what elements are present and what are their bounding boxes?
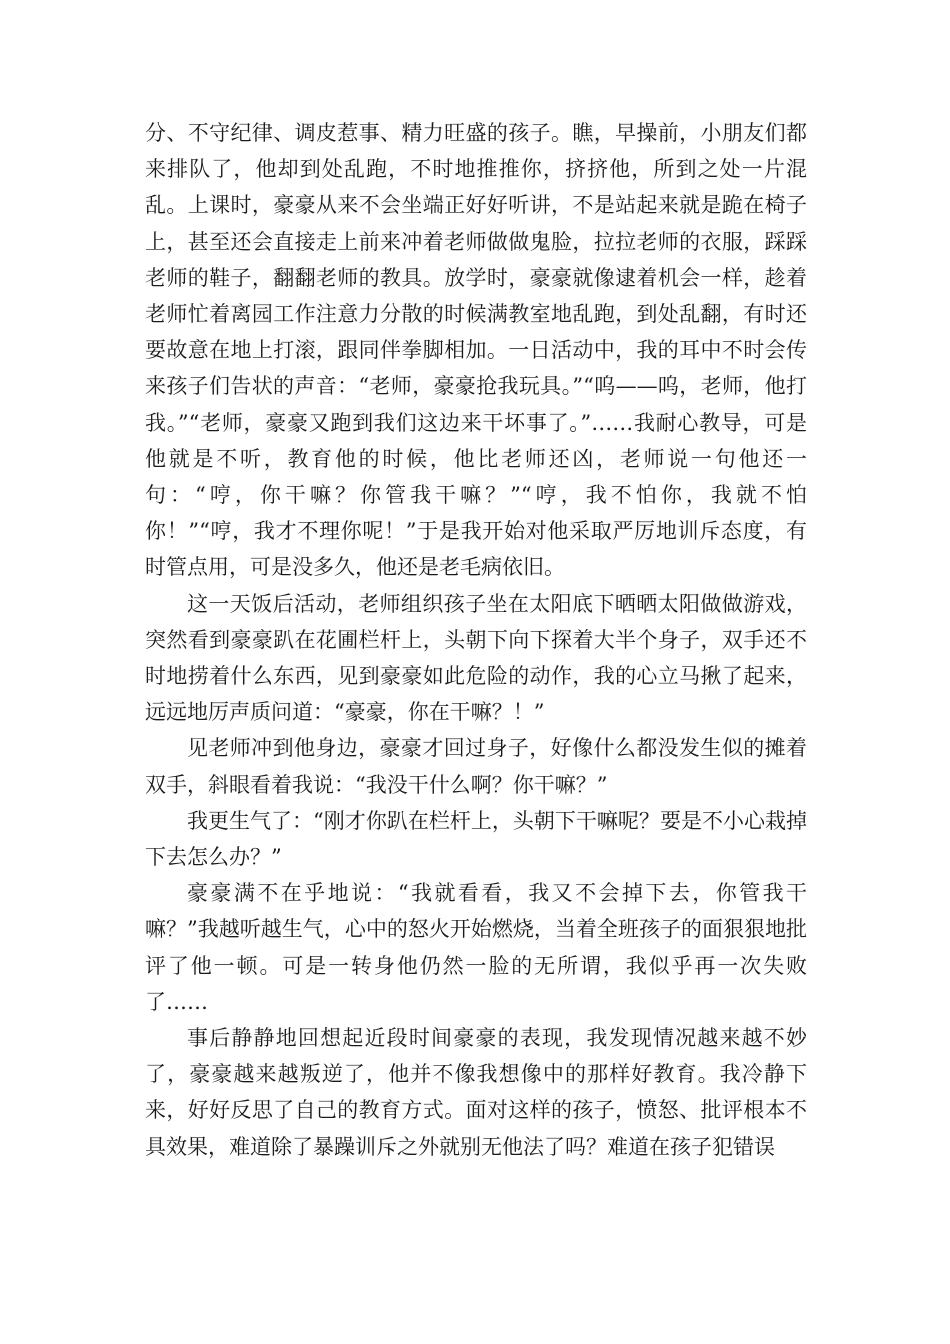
paragraph-2: 这一天饭后活动，老师组织孩子坐在太阳底下晒晒太阳做做游戏，突然看到豪豪趴在花圃栏杆上，头朝下向下探着大半个身子，双手还不时地捞着什么东西，见到豪豪如此危险的动作，我的心立马揪了起来，远远地厉声质问道：“豪豪，你在干嘛？！” xyxy=(145,591,807,725)
paragraph-5: 豪豪满不在乎地说：“我就看看，我又不会掉下去，你管我干嘛？”我越听越生气，心中的怒火开始燃烧，当着全班孩子的面狠狠地批评了他一顿。可是一转身他仍然一脸的无所谓，我似乎再一次失败了…… xyxy=(145,881,807,1014)
paragraph-6: 事后静静地回想起近段时间豪豪的表现，我发现情况越来越不妙了，豪豪越来越叛逆了，他并不像我想像中的那样好教育。我冷静下来，好好反思了自己的教育方式。面对这样的孩子，愤怒、批评根本不具效果，难道除了暴躁训斥之外就别无他法了吗？难道在孩子犯错误 xyxy=(145,1026,807,1159)
paragraph-4: 我更生气了：“刚才你趴在栏杆上，头朝下干嘛呢？要是不小心栽掉下去怎么办？” xyxy=(145,808,807,870)
paragraph-1: 分、不守纪律、调皮惹事、精力旺盛的孩子。瞧，早操前，小朋友们都来排队了，他却到处乱跑，不时地推推你，挤挤他，所到之处一片混乱。上课时，豪豪从来不会坐端正好好听讲，不是站起来就是跪在椅子上，甚至还会直接走上前来冲着老师做做鬼脸，拉拉老师的衣服，踩踩老师的鞋子，翻翻老师的教具。放学时，豪豪就像逮着机会一样，趁着老师忙着离园工作注意力分散的时候满教室地乱跑，到处乱翻，有时还要故意在地上打滚，跟同伴拳脚相加。一日活动中，我的耳中不时会传来孩子们告状的声音：“老师，豪豪抢我玩具。”“呜——呜，老师，他打我。”“老师，豪豪又跑到我们这边来干坏事了。”……我耐心教导，可是他就是不听，教育他的时候，他比老师还凶，老师说一句他还一句：“哼，你干嘛？你管我干嘛？”“哼，我不怕你，我就不怕你！”“哼，我才不理你呢！”于是我开始对他采取严厉地训斥态度，有时管点用，可是没多久，他还是老毛病依旧。 xyxy=(145,121,807,580)
document-page xyxy=(145,115,807,1165)
paragraph-3: 见老师冲到他身边，豪豪才回过身子，好像什么都没发生似的摊着双手，斜眼看着我说：“我没干什么啊？你干嘛？” xyxy=(145,736,807,797)
